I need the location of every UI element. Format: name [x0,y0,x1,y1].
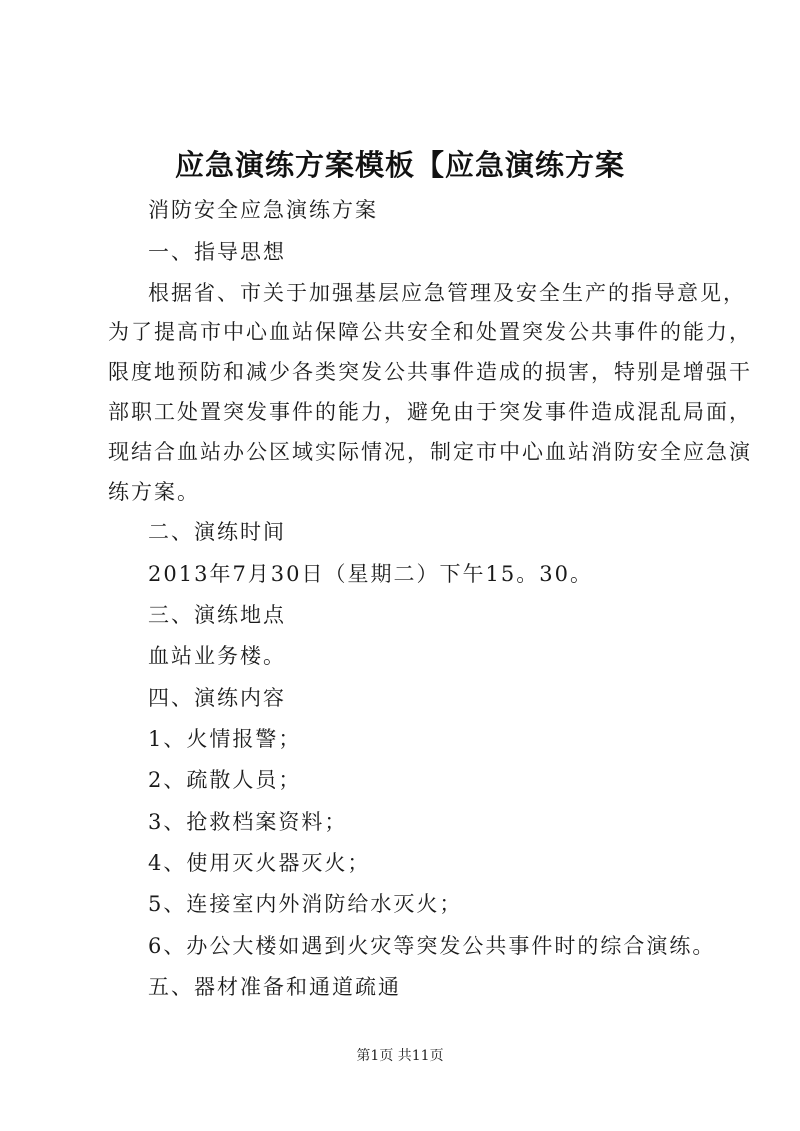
paragraph-line: 2013年7月30日（星期二）下午15。30。 [148,562,593,586]
section-heading: 一、指导思想 [148,240,286,264]
list-item: 2、疏散人员； [148,768,302,792]
page-number-footer: 第1页 共11页 [356,1048,444,1064]
section-heading: 五、器材准备和通道疏通 [148,975,401,999]
subtitle: 消防安全应急演练方案 [148,198,378,222]
list-item: 3、抢救档案资料； [148,810,348,834]
section-heading: 四、演练内容 [148,686,286,710]
paragraph-line: 血站业务楼。 [148,644,286,668]
document-title: 应急演练方案模板【应急演练方案 [174,148,625,182]
paragraph-line: 限度地预防和减少各类突发公共事件造成的损害，特别是增强干 [108,360,752,384]
list-item: 5、连接室内外消防给水灭火； [148,892,463,916]
list-item: 6、办公大楼如遇到火灾等突发公共事件时的综合演练。 [148,934,716,958]
paragraph-line: 练方案。 [108,480,200,504]
section-heading: 二、演练时间 [148,520,286,544]
paragraph-line: 为了提高市中心血站保障公共安全和处置突发公共事件的能力， [108,320,752,344]
list-item: 1、火情报警； [148,727,302,751]
list-item: 4、使用灭火器灭火； [148,851,371,875]
paragraph-line: 部职工处置突发事件的能力，避免由于突发事件造成混乱局面， [108,400,752,424]
paragraph-line: 现结合血站办公区域实际情况，制定市中心血站消防安全应急演 [108,440,752,464]
section-heading: 三、演练地点 [148,603,286,627]
paragraph-line: 根据省、市关于加强基层应急管理及安全生产的指导意见， [148,281,746,305]
